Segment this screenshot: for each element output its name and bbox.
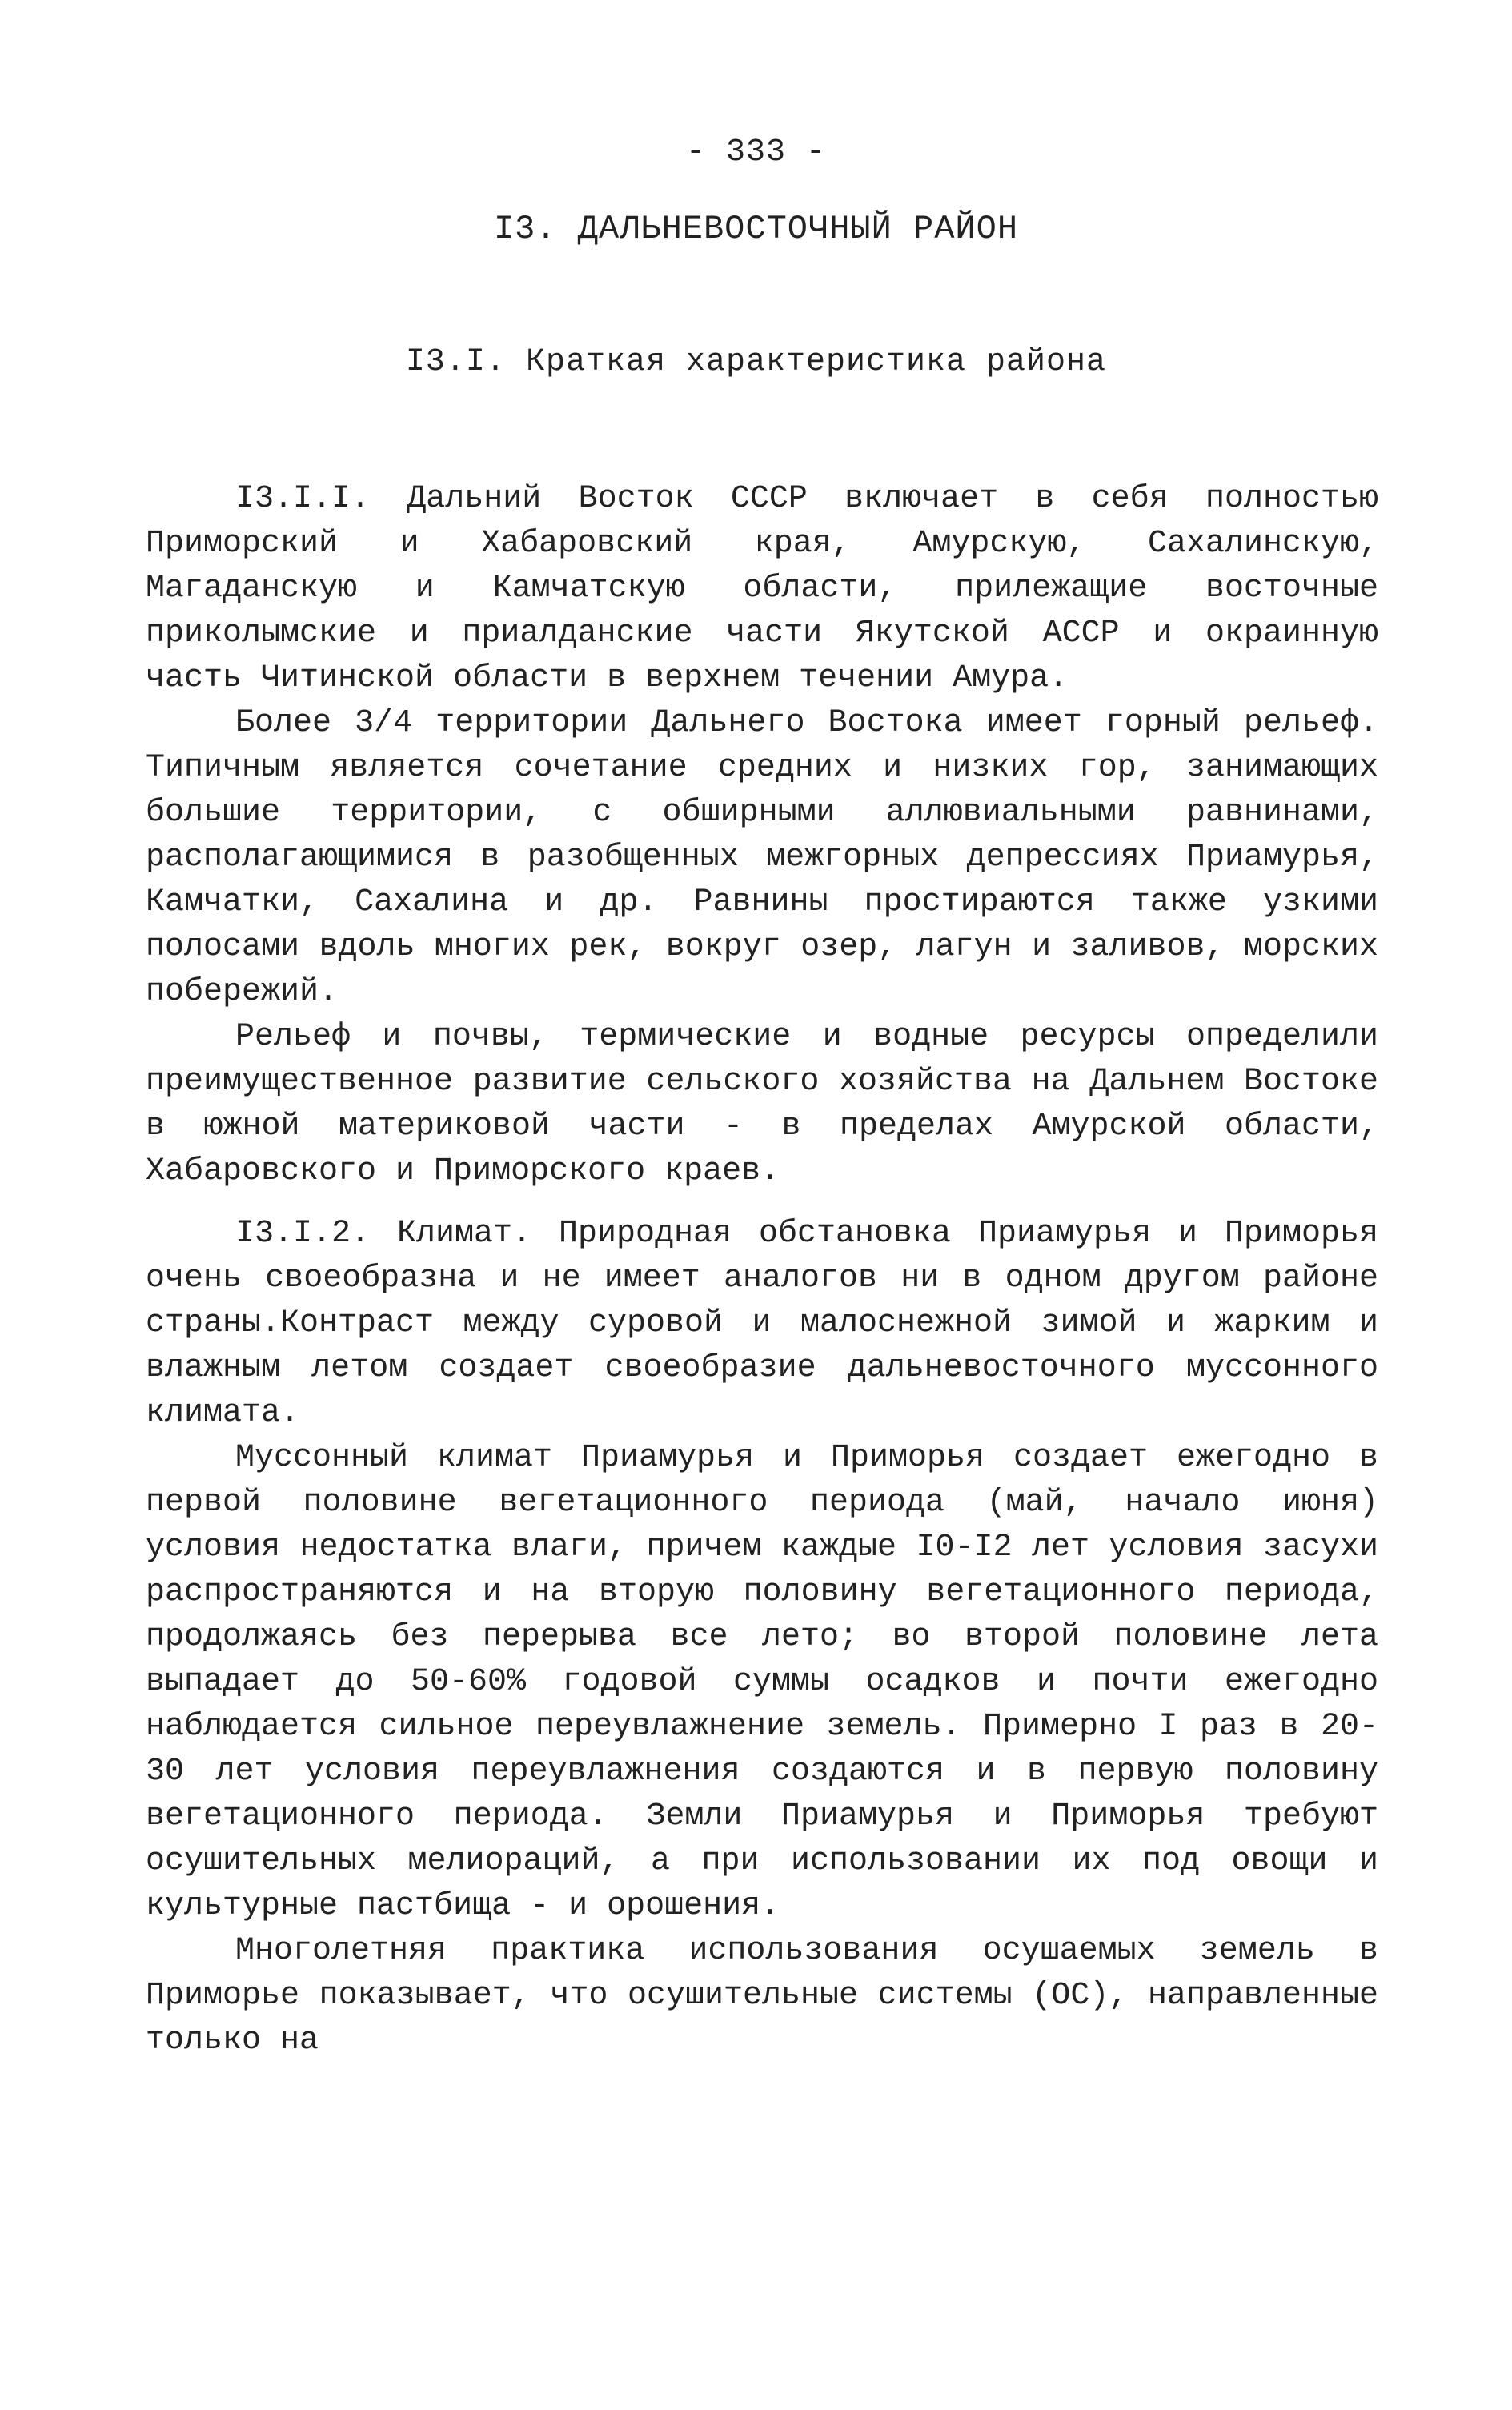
paragraph-4: I3.I.2. Климат. Природная обстановка Приамурья и Приморья очень своеобразна и не имеет аналогов ни в одном другом районе страны.Контраст между суровой и малоснежной зимой и жарким и влажным летом создает своеобразие дальневосточного муссонного климата. <box>146 1216 1378 1431</box>
body-text <box>146 477 1378 2063</box>
page-number: - 333 - <box>685 134 827 170</box>
paragraph-5: Муссонный климат Приамурья и Приморья создает ежегодно в первой половине вегетационного периода (май, начало июня) условия недостатка влаги, причем каждые I0-I2 лет условия засухи распространяются и на вторую половину вегетационного периода, продолжаясь без перерыва все лето; во второй половине лета выпадает до 50-60% годовой суммы осадков и почти ежегодно наблюдается сильное переувлажнение земель. Примерно I раз в 20-30 лет условия переувлажнения создаются и в первую половину вегетационного периода. Земли Приамурья и Приморья требуют осушительных мелиораций, а при использовании их под овощи и культурные пастбища - и орошения. <box>146 1440 1378 1924</box>
chapter-title: I3. ДАЛЬНЕВОСТОЧНЫЙ РАЙОН <box>493 210 1019 248</box>
paragraph-6: Многолетняя практика использования осушаемых земель в Приморье показывает, что осушительные системы (ОС), направленные только на <box>146 1933 1378 2059</box>
paragraph-2: Более 3/4 территории Дальнего Востока имеет горный рельеф. Типичным является сочетание средних и низких гор, занимающих большие территории, с обширными аллювиальными равнинами, располагающимися в разобщенных межгорных депрессиях Приамурья, Камчатки, Сахалина и др. Равнины простираются также узкими полосами вдоль многих рек, вокруг озер, лагун и заливов, морских побережий. <box>146 705 1378 1010</box>
paragraph-3: Рельеф и почвы, термические и водные ресурсы определили преимущественное развитие сельского хозяйства на Дальнем Востоке в южной материковой части - в пределах Амурской области, Хабаровского и Приморского краев. <box>146 1019 1378 1189</box>
paragraph-1: I3.I.I. Дальний Восток СССР включает в себя полностью Приморский и Хабаровский края, Амурскую, Сахалинскую, Магаданскую и Камчатскую области, прилежащие восточные приколымские и приалданские части Якутской АССР и окраинную часть Читинской области в верхнем течении Амура. <box>146 481 1378 696</box>
section-title: I3.I. Краткая характеристика района <box>405 344 1107 380</box>
